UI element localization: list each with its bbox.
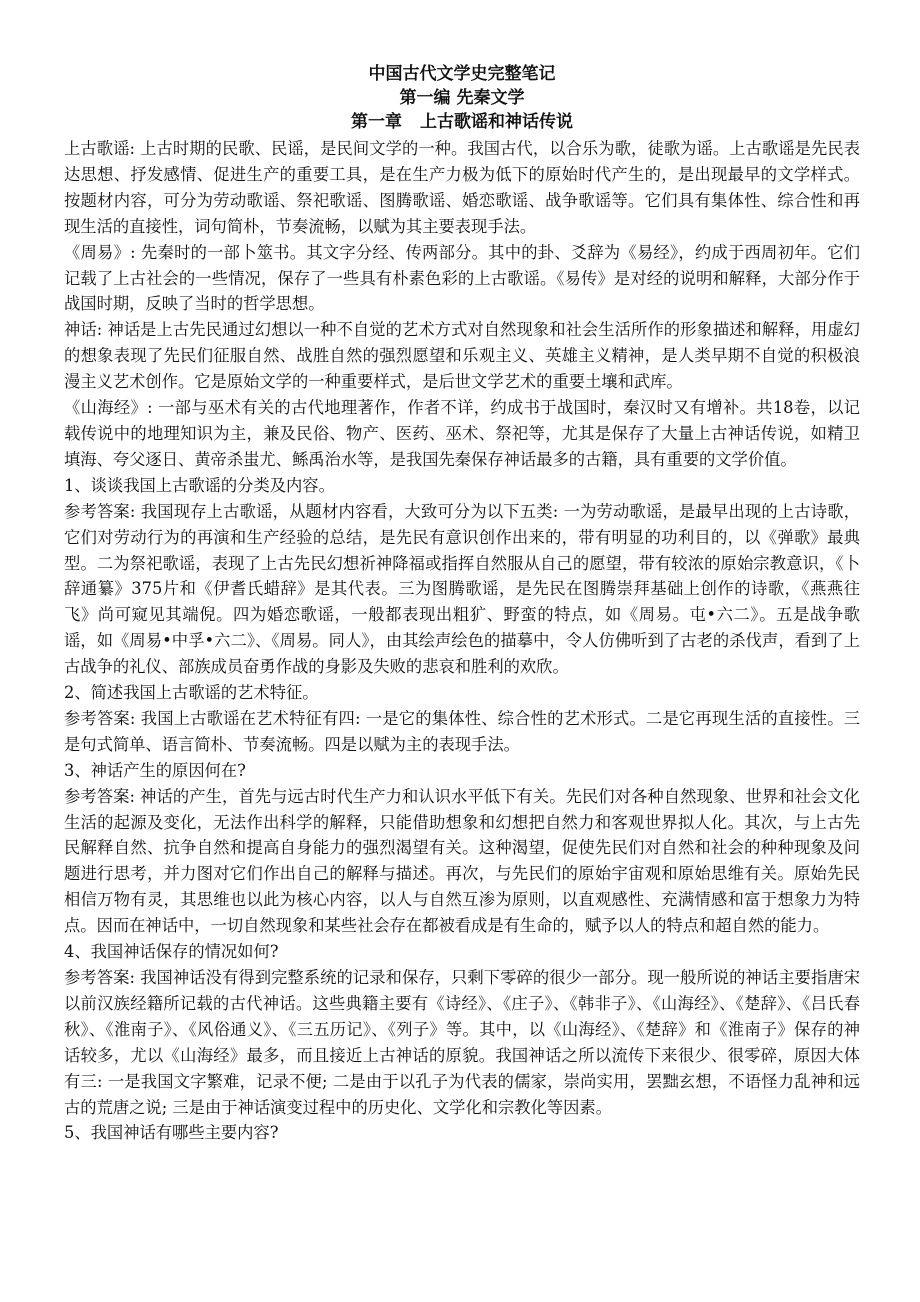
definition-paragraph: 《周易》: 先秦时的一部卜筮书。其文字分经、传两部分。其中的卦、爻辞为《易经》，约成于西周初年。它们记载了上古社会的一些情况，保存了一些具有朴素色彩的上古歌谣。《易传》是对经的说明和解释，大部分作于战国时期，反映了当时的哲学思想。 — [64, 242, 860, 314]
answer-paragraph: 参考答案: 我国神话没有得到完整系统的记录和保存，只剩下零碎的很少一部分。现一般所说的神话主要指唐宋以前汉族经籍所记载的古代神话。这些典籍主要有《诗经》、《庄子》、《韩非子》、《山海经》、《楚辞》、《吕氏春秋》、《淮南子》、《风俗通义》、《三五历记》、《列子》等。其中，以《山海经》、《楚辞》和《淮南子》保存的神话较多，尤以《山海经》最多，而且接近上古神话的原貌。我国神话之所以流传下来很少、很零碎，原因大体有三: 一是我国文字繁难，记录不便; 二是由于以孔子为代表的儒家，崇尚实用，罢黜玄想，不语怪力乱神和远古的荒唐之说; 三是由于神话演变过程中的历史化、文学化和宗教化等因素。 — [64, 968, 860, 1117]
chapter-name: 上古歌谣和神话传说 — [420, 112, 573, 132]
chapter-label: 第一章 — [351, 112, 402, 132]
answer-paragraph: 参考答案: 我国上古歌谣在艺术特征有四: 一是它的集体性、综合性的艺术形式。二是它再现生活的直接性。三是句式简单、语言简朴、节奏流畅。四是以赋为主的表现手法。 — [64, 708, 860, 754]
definition-paragraph: 《山海经》: 一部与巫术有关的古代地理著作，作者不详，约成书于战国时，秦汉时又有增补。共18卷，以记载传说中的地理知识为主，兼及民俗、物产、医药、巫术、祭祀等，尤其是保存了大量上古神话传说，如精卫填海、夸父逐日、黄帝杀蚩尤、鲧禹治水等，是我国先秦保存神话最多的古籍，具有重要的文学价值。 — [64, 398, 860, 469]
question: 5、我国神话有哪些主要内容? — [64, 1123, 279, 1143]
part-title: 第一编 先秦文学 — [399, 88, 525, 108]
definition-paragraph: 神话: 神话是上古先民通过幻想以一种不自觉的艺术方式对自然现象和社会生活所作的形象描述和解释，用虚幻的想象表现了先民们征服自然、战胜自然的强烈愿望和乐观主义、英雄主义精神，是人类早期不自觉的积极浪漫主义艺术创作。它是原始文学的一种重要样式，是后世文学艺术的重要土壤和武库。 — [64, 320, 860, 392]
question: 2、简述我国上古歌谣的艺术特征。 — [64, 683, 319, 703]
definition-paragraph: 上古歌谣: 上古时期的民歌、民谣，是民间文学的一种。我国古代，以合乐为歌，徒歌为谣。上古歌谣是先民表达思想、抒发感情、促进生产的重要工具，是在生产力极为低下的原始时代产生的，是出现最早的文学样式。按题材内容，可分为劳动歌谣、祭祀歌谣、图腾歌谣、婚恋歌谣、战争歌谣等。它们具有集体性、综合性和再现生活的直接性，词句简朴，节奏流畅，以赋为其主要表现手法。 — [64, 139, 860, 236]
chapter-title — [64, 110, 860, 134]
answer-paragraph: 参考答案: 我国现存上古歌谣，从题材内容看，大致可分为以下五类: 一为劳动歌谣，是最早出现的上古诗歌，它们对劳动行为的再演和生产经验的总结，是先民有意识创作出来的，带有明显的功利目的，以《弹歌》最典型。二为祭祀歌谣，表现了上古先民幻想祈神降福或指挥自然服从自己的愿望，带有较浓的原始宗教意识，《卜辞通纂》375片和《伊耆氏蜡辞》是其代表。三为图腾歌谣，是先民在图腾崇拜基础上创作的诗歌，《燕燕往飞》尚可窥见其端倪。四为婚恋歌谣，一般都表现出粗犷、野蛮的特点，如《周易。屯•六二》。五是战争歌谣，如《周易•中孚•六二》、《周易。同人》，由其绘声绘色的描摹中，令人仿佛听到了古老的杀伐声，看到了上古战争的礼仪、部族成员奋勇作战的身影及失败的悲哀和胜利的欢欣。 — [64, 501, 860, 677]
question: 4、我国神话保存的情况如何? — [64, 942, 279, 962]
answer-paragraph: 参考答案: 神话的产生，首先与远古时代生产力和认识水平低下有关。先民们对各种自然现象、世界和社会文化生活的起源及变化，无法作出科学的解释，只能借助想象和幻想把自然力和客观世界拟人化。其次，与上古先民解释自然、抗争自然和提高自身能力的强烈渴望有关。这种渴望，促使先民们对自然和社会的种种现象及问题进行思考，并力图对它们作出自己的解释与描述。再次，与先民们的原始宇宙观和原始思维有关。原始先民相信万物有灵，其思维也以此为核心内容，以人与自然互渗为原则，以直观感性、充满情感和富于想象力为特点。因而在神话中，一切自然现象和某些社会存在都被看成是有生命的，赋予以人的特点和超自然的能力。 — [64, 786, 860, 936]
question: 1、谈谈我国上古歌谣的分类及内容。 — [64, 475, 335, 495]
question: 3、神话产生的原因何在? — [64, 760, 246, 780]
document-body — [64, 136, 860, 1146]
document-title: 中国古代文学史完整笔记 — [368, 64, 556, 84]
